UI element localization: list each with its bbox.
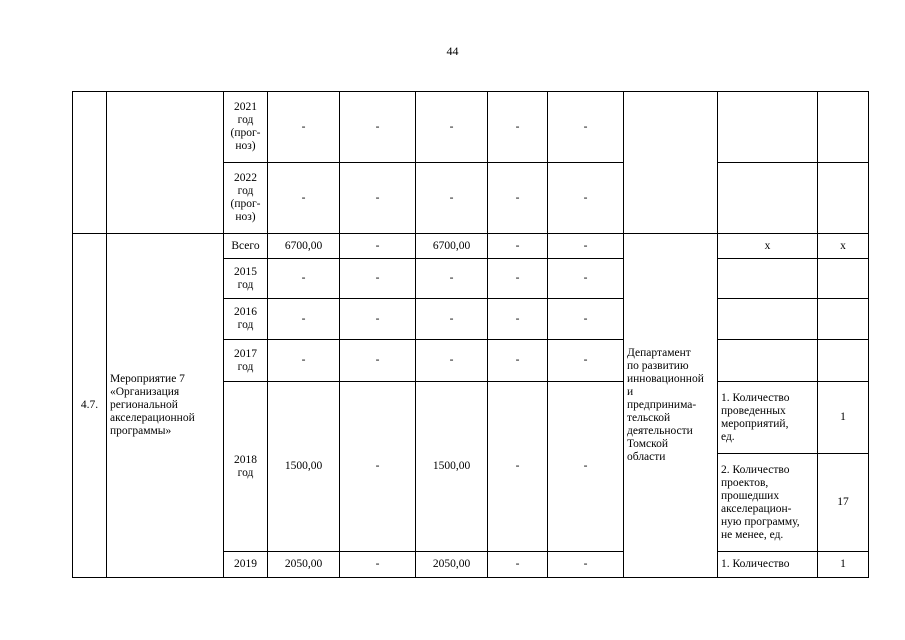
- cell-executor: Департамент по развитию инновационной и предпринима- тельской деятельности Томской области: [624, 234, 718, 578]
- cell-indicator-value: 1: [818, 382, 869, 454]
- cell-fund: 6700,00: [416, 234, 488, 259]
- cell-year: 2018 год: [224, 382, 268, 552]
- cell-indicator-value: [818, 163, 869, 234]
- cell-fund: -: [416, 163, 488, 234]
- cell-year: 2021 год (прог- ноз): [224, 92, 268, 163]
- cell-name: [107, 92, 224, 234]
- cell-fund: 1500,00: [416, 382, 488, 552]
- cell-executor: [624, 92, 718, 234]
- cell-total: -: [268, 299, 340, 340]
- cell-indicator: 1. Количество: [718, 552, 818, 578]
- cell-indicator-value: 1: [818, 552, 869, 578]
- cell-indicator: [718, 163, 818, 234]
- cell-fund: -: [340, 382, 416, 552]
- cell-fund: -: [340, 340, 416, 382]
- cell-year: Всего: [224, 234, 268, 259]
- cell-total: -: [268, 259, 340, 299]
- cell-indicator-value: х: [818, 234, 869, 259]
- cell-fund: -: [340, 552, 416, 578]
- cell-total: 6700,00: [268, 234, 340, 259]
- cell-fund: -: [548, 552, 624, 578]
- cell-fund: -: [340, 299, 416, 340]
- cell-indicator: [718, 340, 818, 382]
- cell-fund: -: [488, 340, 548, 382]
- cell-fund: -: [548, 382, 624, 552]
- cell-fund: -: [416, 299, 488, 340]
- cell-fund: -: [488, 92, 548, 163]
- cell-fund: -: [548, 259, 624, 299]
- cell-indicator-value: [818, 92, 869, 163]
- cell-year: 2015 год: [224, 259, 268, 299]
- cell-fund: -: [340, 163, 416, 234]
- cell-total: -: [268, 92, 340, 163]
- cell-total: 1500,00: [268, 382, 340, 552]
- cell-indicator: [718, 259, 818, 299]
- cell-fund: -: [488, 234, 548, 259]
- cell-indicator: [718, 92, 818, 163]
- cell-indicator: 2. Количество проектов, прошедших акселерацион- ную программу, не менее, ед.: [718, 454, 818, 552]
- cell-total: -: [268, 340, 340, 382]
- cell-fund: 2050,00: [416, 552, 488, 578]
- cell-fund: -: [340, 234, 416, 259]
- cell-fund: -: [488, 299, 548, 340]
- cell-fund: -: [416, 340, 488, 382]
- cell-fund: -: [416, 92, 488, 163]
- cell-indicator-value: 17: [818, 454, 869, 552]
- table-row: [73, 92, 869, 163]
- cell-fund: -: [488, 382, 548, 552]
- cell-year: 2016 год: [224, 299, 268, 340]
- table-row: [73, 234, 869, 259]
- cell-indicator-value: [818, 299, 869, 340]
- cell-number: [73, 92, 107, 234]
- cell-name: Мероприятие 7 «Организация региональной акселерационной программы»: [107, 234, 224, 578]
- cell-fund: -: [548, 299, 624, 340]
- cell-fund: -: [548, 234, 624, 259]
- page-number: 44: [446, 44, 459, 58]
- cell-number: 4.7.: [73, 234, 107, 578]
- cell-year: 2017 год: [224, 340, 268, 382]
- cell-total: -: [268, 163, 340, 234]
- cell-indicator-value: [818, 259, 869, 299]
- cell-indicator: 1. Количество проведенных мероприятий, ед.: [718, 382, 818, 454]
- program-table: [72, 91, 869, 578]
- cell-fund: -: [416, 259, 488, 299]
- cell-fund: -: [548, 92, 624, 163]
- cell-year: 2019: [224, 552, 268, 578]
- cell-fund: -: [548, 163, 624, 234]
- cell-indicator-value: [818, 340, 869, 382]
- cell-fund: -: [340, 259, 416, 299]
- cell-year: 2022 год (прог- ноз): [224, 163, 268, 234]
- cell-fund: -: [488, 552, 548, 578]
- cell-indicator: [718, 299, 818, 340]
- cell-indicator: х: [718, 234, 818, 259]
- cell-total: 2050,00: [268, 552, 340, 578]
- cell-fund: -: [488, 163, 548, 234]
- cell-fund: -: [340, 92, 416, 163]
- cell-fund: -: [488, 259, 548, 299]
- cell-fund: -: [548, 340, 624, 382]
